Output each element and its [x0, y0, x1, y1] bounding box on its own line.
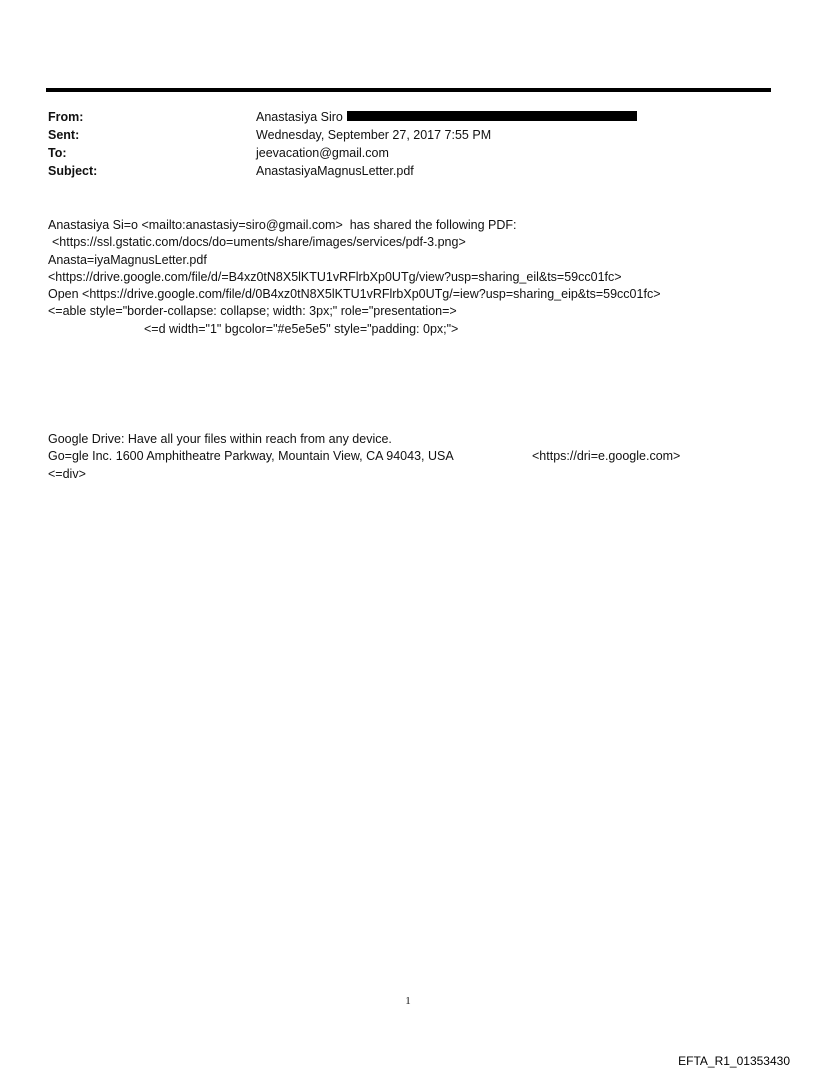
email-footer: [48, 431, 788, 483]
body-line: <=able style="border-collapse: collapse; width: 3px;" role="presentation=>: [48, 304, 457, 319]
subject-row: [48, 162, 637, 180]
subject-label: Subject:: [48, 164, 98, 178]
body-line: Open <https://drive.google.com/file/d/0B4xz0tN8X5lKTU1vRFlrbXp0UTg/=iew?usp=sharing_eip&ts=59cc01fc>: [48, 287, 661, 302]
body-line: <https://ssl.gstatic.com/docs/do=uments/share/images/services/pdf-3.png>: [52, 235, 466, 250]
page-number: 1: [405, 995, 411, 1007]
from-name: Anastasiya Siro: [256, 110, 343, 124]
top-divider: [46, 88, 771, 92]
redaction-bar: [347, 111, 637, 121]
footer-address-row: [48, 448, 788, 465]
to-value: jeevacation@gmail.com: [256, 146, 389, 160]
from-value: [256, 108, 637, 126]
subject-value: AnastasiyaMagnusLetter.pdf: [256, 164, 414, 178]
footer-link: <https://dri=e.google.com>: [532, 449, 681, 464]
to-row: [48, 144, 637, 162]
sent-value: Wednesday, September 27, 2017 7:55 PM: [256, 128, 492, 142]
to-label: To:: [48, 146, 67, 160]
from-label: From:: [48, 110, 84, 124]
from-row: [48, 108, 637, 126]
sent-label: Sent:: [48, 128, 80, 142]
body-line: Anasta=iyaMagnusLetter.pdf: [48, 252, 207, 267]
footer-address: Go=gle Inc. 1600 Amphitheatre Parkway, Mountain View, CA 94043, USA: [48, 449, 454, 464]
body-line: Anastasiya Si=o <mailto:anastasiy=siro@gmail.com> has shared the following PDF:: [48, 218, 517, 232]
bates-number: EFTA_R1_01353430: [678, 1054, 790, 1068]
body-line: <https://drive.google.com/file/d/=B4xz0tN8X5lKTU1vRFlrbXp0UTg/view?usp=sharing_eil&ts=59cc01fc>: [48, 269, 622, 284]
footer-closing-tag: <=div>: [48, 466, 86, 481]
footer-tagline: Google Drive: Have all your files within reach from any device.: [48, 432, 392, 446]
email-header: [48, 108, 637, 180]
sent-row: [48, 126, 637, 144]
email-body: [48, 217, 788, 338]
body-line: <=d width="1" bgcolor="#e5e5e5" style="padding: 0px;">: [144, 321, 459, 336]
